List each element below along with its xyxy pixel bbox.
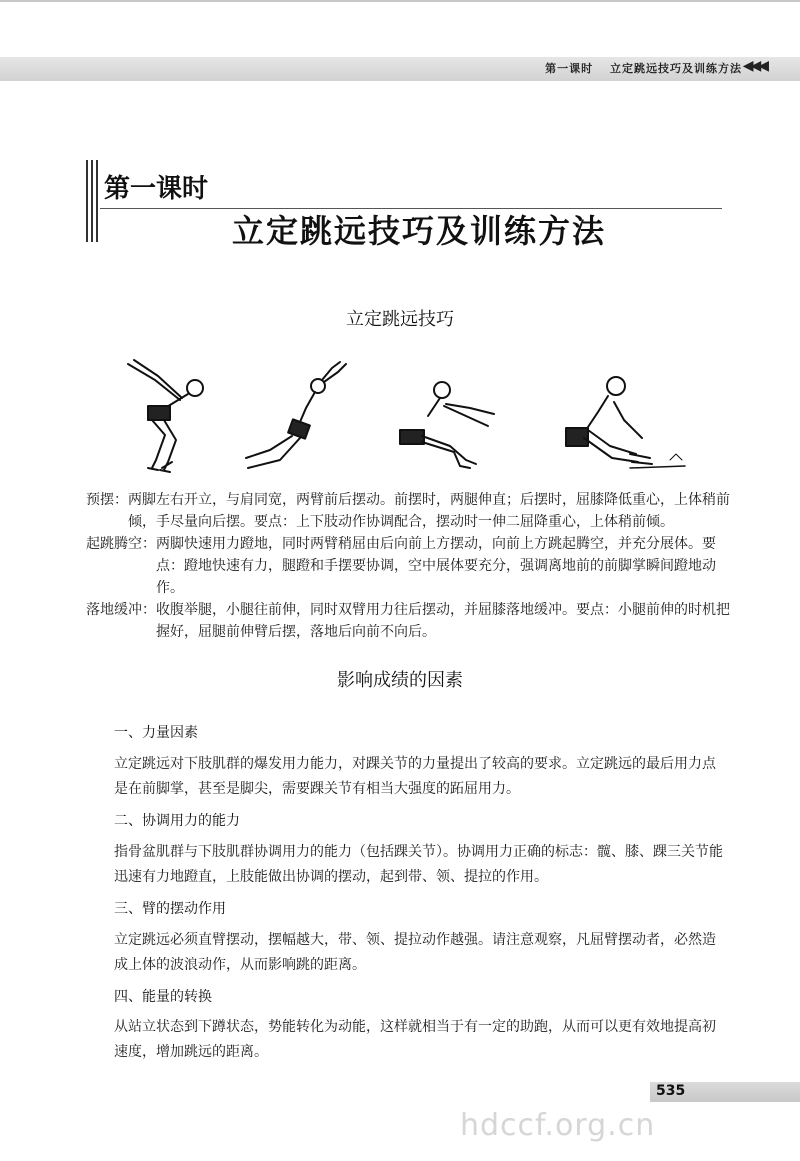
technique-item-label: 落地缓冲： — [86, 602, 156, 618]
jumper-takeoff-figure — [246, 362, 346, 468]
factor-title: 二、协调用力的能力 — [114, 813, 240, 829]
technique-item-text: 两脚左右开立，与肩同宽，两臂前后摆动。前摆时，两腿伸直；后摆时，屈膝降低重心，上体稍前倾，手尽量向后摆。要点：上下肢动作协调配合，摆动时一伸二屈降重心，上体稍前倾。 — [128, 492, 730, 530]
jumper-preswing-figure — [128, 360, 203, 472]
factor-text: 立定跳远对下肢肌群的爆发用力能力，对踝关节的力量提出了较高的要求。立定跳远的最后用力点是在前脚掌，甚至是脚尖，需要踝关节有相当大强度的跖屈用力。 — [114, 756, 716, 797]
technique-item-label: 预摆： — [86, 492, 128, 508]
technique-item — [86, 533, 736, 599]
technique-item-text: 两脚快速用力蹬地，同时两臂稍屈由后向前上方摆动，向前上方跳起腾空，并充分展体。要点：蹬地快速有力，腿蹬和手摆要协调，空中展体要充分，强调离地前的前脚掌瞬间蹬地动作。 — [156, 536, 716, 596]
page-title: 立定跳远技巧及训练方法 — [232, 212, 607, 250]
running-header-lesson: 第一课时 — [545, 62, 594, 75]
top-rule — [0, 0, 800, 2]
jumper-landing-figure — [566, 377, 685, 468]
lesson-label: 第一课时 — [104, 174, 209, 204]
page-number: 535 — [656, 1083, 686, 1099]
factors-heading: 影响成绩的因素 — [337, 670, 463, 691]
jumper-flight-figure — [400, 382, 494, 468]
factor-title: 三、臂的摆动作用 — [114, 901, 226, 917]
factor-text: 从站立状态到下蹲状态，势能转化为动能，这样就相当于有一定的助跑，从而可以更有效地提高初速度，增加跳远的距离。 — [114, 1019, 716, 1060]
chevron-left-icon: ◀◀◀ — [742, 58, 766, 74]
technique-item-text: 收腹举腿，小腿往前伸，同时双臂用力往后摆动，并屈膝落地缓冲。要点：小腿前伸的时机把握好，屈腿前伸臂后摆，落地后向前不向后。 — [156, 602, 730, 640]
technique-item — [86, 489, 736, 533]
technique-item-label: 起跳腾空： — [86, 536, 156, 552]
technique-item — [86, 599, 736, 643]
long-jump-illustration — [110, 350, 700, 480]
title-accent-bars — [86, 160, 98, 242]
running-header-topic: 立定跳远技巧及训练方法 — [610, 62, 742, 75]
factor-text: 指骨盆肌群与下肢肌群协调用力的能力（包括踝关节）。协调用力正确的标志：髋、膝、踝三关节能迅速有力地蹬直，上肢能做出协调的摆动，起到带、领、提拉的作用。 — [114, 844, 723, 885]
technique-heading: 立定跳远技巧 — [346, 309, 454, 330]
running-header — [545, 60, 742, 76]
factor-title: 一、力量因素 — [114, 725, 198, 741]
factor-title: 四、能量的转换 — [114, 989, 212, 1005]
factor-text: 立定跳远必须直臂摆动，摆幅越大，带、领、提拉动作越强。请注意观察，凡屈臂摆动者，必然造成上体的波浪动作，从而影响跳的距离。 — [114, 932, 716, 973]
technique-descriptions — [86, 489, 736, 643]
watermark: hdccf.org.cn — [460, 1108, 656, 1143]
